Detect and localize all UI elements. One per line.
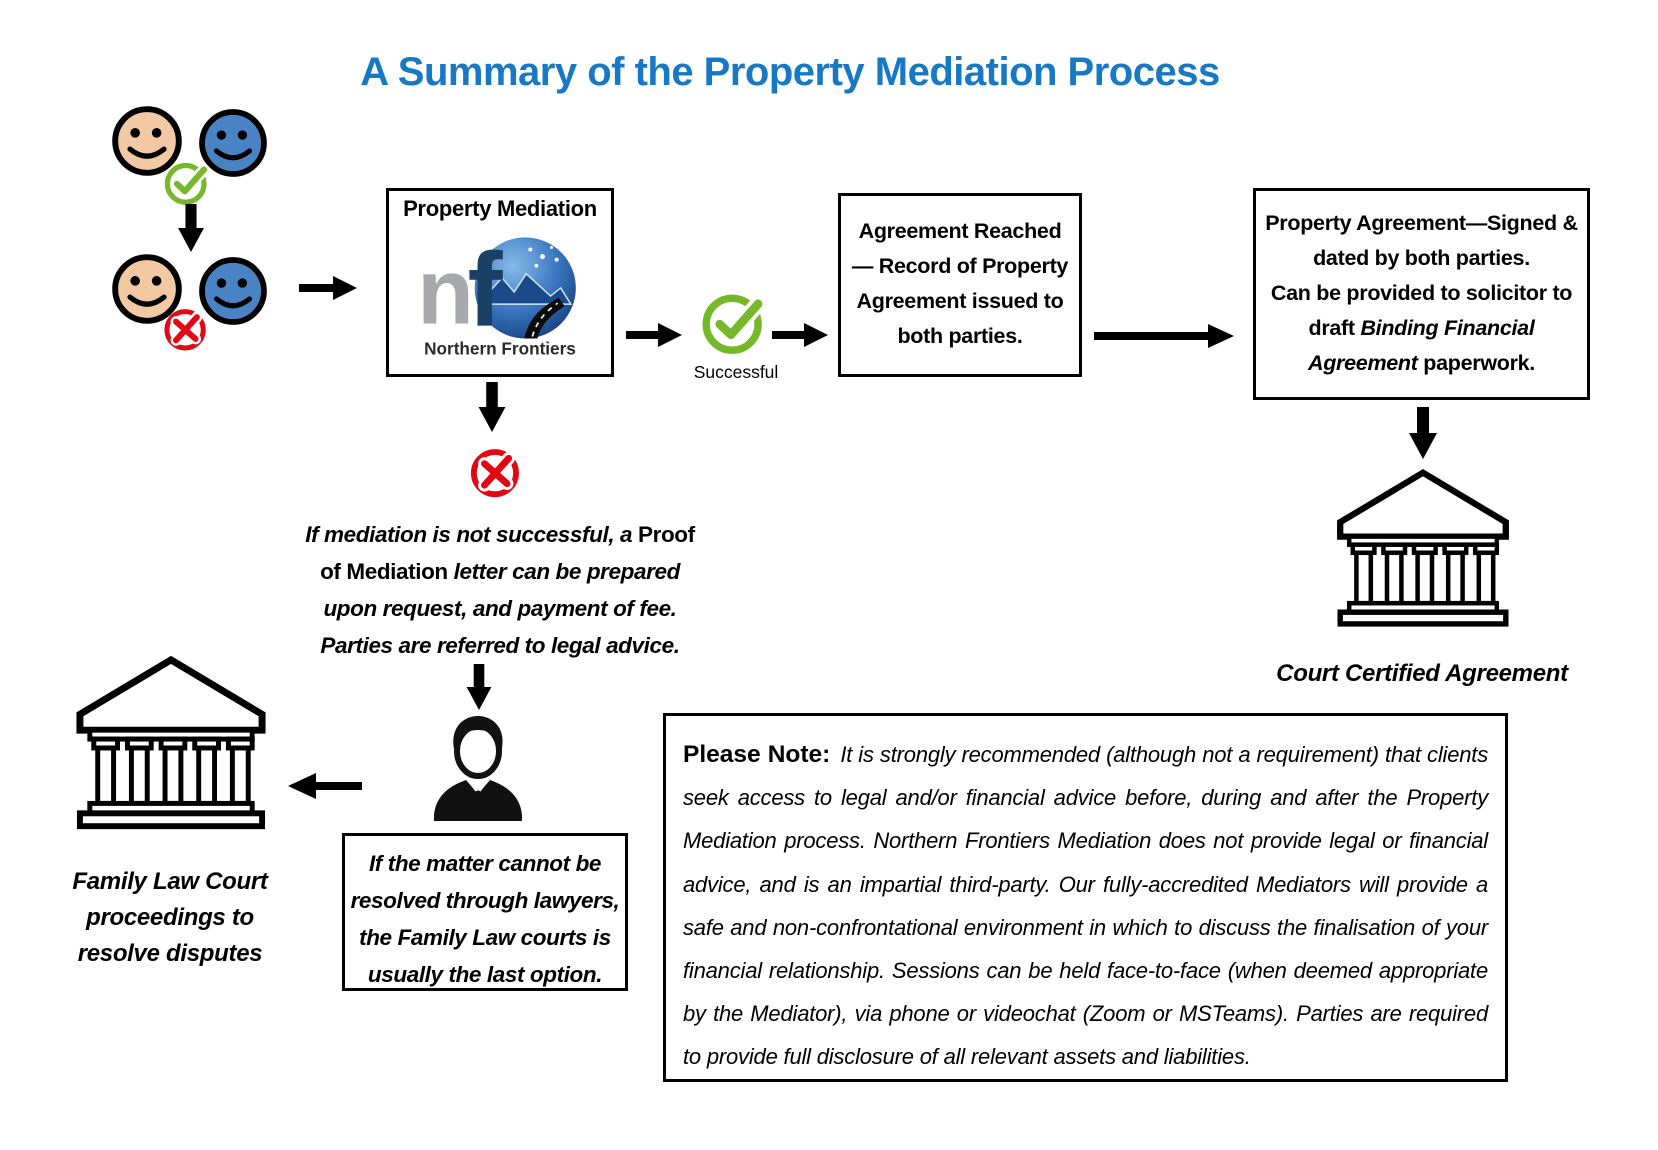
- property-agreement-line: [1256, 346, 1587, 381]
- successful-label: Successful: [693, 362, 779, 382]
- check-circle-icon: [700, 289, 768, 357]
- please-note-heading: Please Note:: [683, 741, 831, 768]
- line-segment: Proof: [637, 522, 695, 547]
- lawyer-box-line: the Family Law courts is: [359, 925, 611, 950]
- property-mediation-box: [386, 188, 614, 377]
- check-circle-icon: [163, 159, 211, 207]
- page-title: A Summary of the Property Mediation Process: [360, 50, 1220, 94]
- property-agreement-box: [1253, 188, 1590, 400]
- property-agreement-line: Property Agreement—Signed &: [1265, 211, 1578, 235]
- mediation-unsuccessful-text: [280, 516, 720, 664]
- agreement-line: both parties.: [897, 324, 1023, 348]
- property-agreement-line: Can be provided to solicitor to: [1270, 281, 1573, 305]
- fail-line: [280, 516, 720, 553]
- cross-circle-icon: [467, 442, 525, 500]
- arrow-right-icon: [1094, 323, 1234, 349]
- agreement-line: Agreement Reached: [858, 219, 1062, 243]
- logo-letter-f: f: [467, 231, 503, 349]
- lawyer-box-line: resolved through lawyers,: [350, 888, 620, 913]
- fail-line: Parties are referred to legal advice.: [320, 633, 680, 658]
- courthouse-icon: [1333, 464, 1513, 638]
- arrow-left-icon: [286, 772, 362, 800]
- property-agreement-line: dated by both parties.: [1313, 246, 1530, 270]
- line-segment: of Mediation: [320, 559, 454, 584]
- arrow-down-icon: [464, 664, 494, 710]
- arrow-right-icon: [772, 322, 828, 348]
- courthouse-icon: [72, 654, 270, 838]
- please-note-box: [663, 713, 1508, 1082]
- line-segment-italic: Binding Financial: [1360, 316, 1535, 340]
- line-segment-italic: Agreement: [1308, 351, 1418, 375]
- property-mediation-box-title: Property Mediation: [403, 196, 597, 221]
- lawyer-box-line: If the matter cannot be: [368, 851, 602, 876]
- lawyer-resolution-box: [342, 833, 628, 991]
- arrow-right-icon: [626, 322, 682, 348]
- logo-letter-n: n: [417, 239, 474, 344]
- fail-line: [280, 553, 720, 590]
- line-segment-italic: letter can be prepared: [453, 559, 680, 584]
- fail-line: upon request, and payment of fee.: [323, 596, 677, 621]
- northern-frontiers-logo: [409, 225, 591, 359]
- please-note-body: It is strongly recommended (although not a requirement) that clients seek access to legal and/or financial advice before, during and after the Property Mediation process. Northern Frontiers Mediation does not provide legal or financial advice, and is an impartial third-party. Our fully-accredited Mediators will provide a safe and non-confrontational environment in which to discuss the finalisation of your financial relationship. Sessions can be held face-to-face (when deemed appropriate by the Mediator), via phone or videochat (Zoom or MSTeams). Parties are required to provide full disclosure of all relevant assets and liabilities.: [683, 742, 1489, 1070]
- agreement-line: Agreement issued to: [856, 289, 1064, 313]
- family-label-line: resolve disputes: [77, 940, 263, 967]
- family-law-court-label: [50, 864, 290, 972]
- family-label-line: Family Law Court: [72, 868, 268, 895]
- lawyer-box-line: usually the last option.: [367, 962, 603, 987]
- lawyer-icon: [428, 714, 528, 828]
- court-certified-label: Court Certified Agreement: [1276, 660, 1568, 687]
- agreement-reached-box: [838, 193, 1082, 377]
- arrow-down-icon: [1408, 406, 1438, 460]
- arrow-down-icon: [477, 382, 507, 432]
- line-segment-italic: If mediation is not successful, a: [305, 522, 638, 547]
- arrow-down-icon: [176, 204, 206, 252]
- line-segment: paperwork.: [1417, 351, 1535, 375]
- cross-circle-icon: [161, 303, 211, 353]
- property-agreement-line: [1256, 311, 1587, 346]
- please-note-text: [683, 733, 1488, 1079]
- family-label-line: proceedings to: [86, 904, 254, 931]
- agreement-line: — Record of Property: [851, 254, 1069, 278]
- arrow-right-icon: [299, 275, 357, 301]
- logo-caption: Northern Frontiers: [424, 338, 576, 359]
- line-segment: draft: [1308, 316, 1361, 340]
